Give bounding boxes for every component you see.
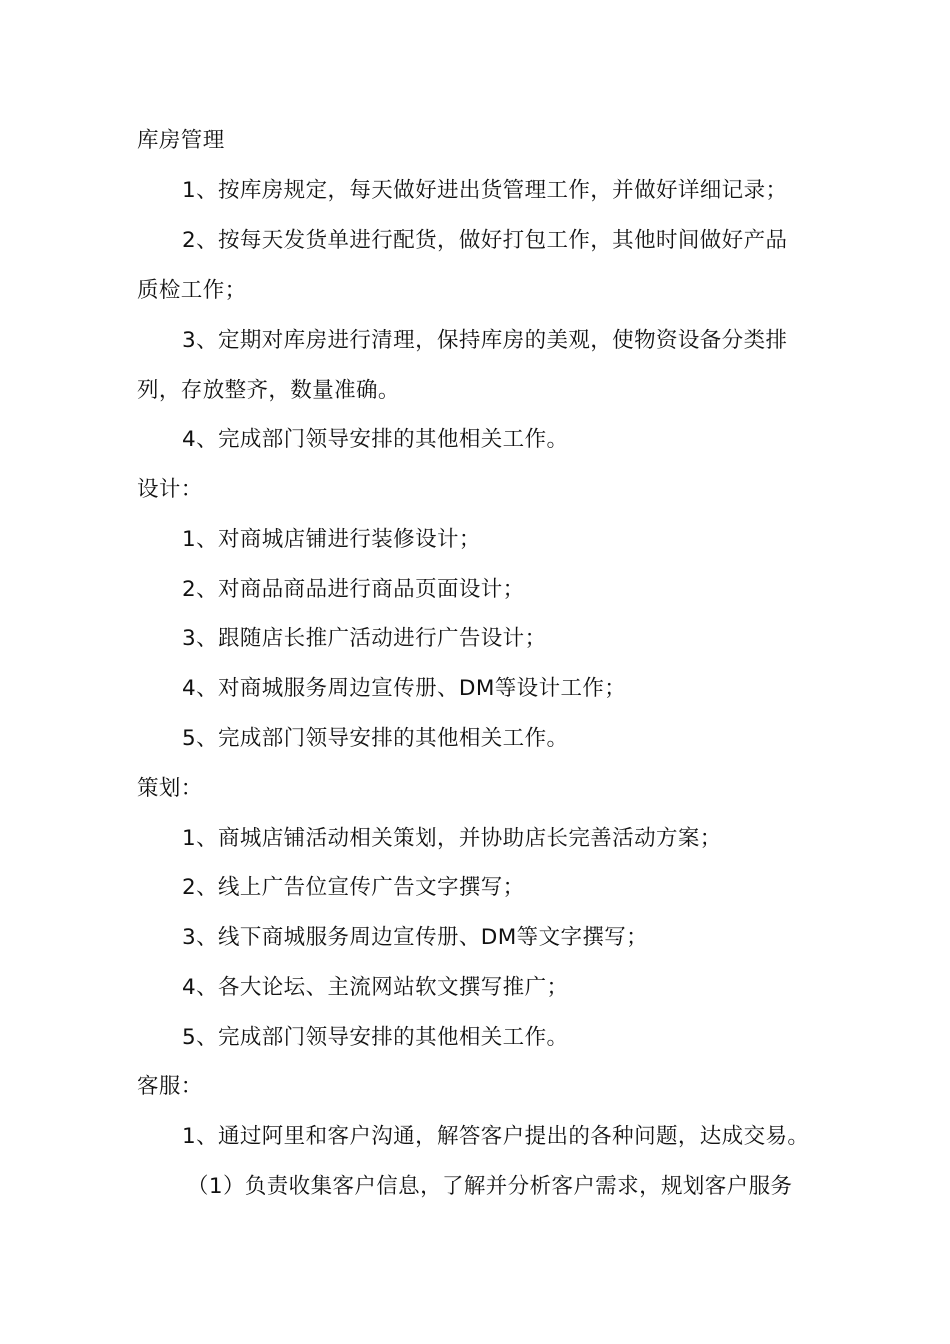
paragraph-line: 4、完成部门领导安排的其他相关工作。 — [182, 427, 569, 452]
paragraph-line: 4、各大论坛、主流网站软文撰写推广； — [182, 975, 569, 1000]
paragraph-line: 2、按每天发货单进行配货，做好打包工作，其他时间做好产品 — [182, 228, 788, 253]
paragraph-line: 1、按库房规定，每天做好进出货管理工作，并做好详细记录； — [182, 178, 788, 203]
paragraph-line: 2、线上广告位宣传广告文字撰写； — [182, 875, 525, 900]
section-heading-design: 设计： — [137, 477, 203, 502]
paragraph-line: 3、跟随店长推广活动进行广告设计； — [182, 626, 547, 651]
paragraph-line: （1）负责收集客户信息，了解并分析客户需求，规划客户服务 — [187, 1174, 793, 1199]
section-heading-warehouse: 库房管理 — [137, 128, 225, 153]
paragraph-line: 5、完成部门领导安排的其他相关工作。 — [182, 726, 569, 751]
paragraph-line: 质检工作； — [137, 278, 247, 303]
section-heading-planning: 策划： — [137, 776, 203, 801]
paragraph-line: 1、商城店铺活动相关策划，并协助店长完善活动方案； — [182, 826, 722, 851]
paragraph-line: 1、通过阿里和客户沟通，解答客户提出的各种问题，达成交易。 — [182, 1124, 810, 1149]
paragraph-line: 3、定期对库房进行清理，保持库房的美观，使物资设备分类排 — [182, 328, 788, 353]
paragraph-line: 2、对商品商品进行商品页面设计； — [182, 577, 525, 602]
paragraph-line: 列，存放整齐，数量准确。 — [137, 378, 400, 403]
section-heading-customer-service: 客服： — [137, 1074, 203, 1099]
paragraph-line: 3、线下商城服务周边宣传册、DM等文字撰写； — [182, 925, 649, 950]
paragraph-line: 1、对商城店铺进行装修设计； — [182, 527, 481, 552]
paragraph-line: 5、完成部门领导安排的其他相关工作。 — [182, 1025, 569, 1050]
paragraph-line: 4、对商城服务周边宣传册、DM等设计工作； — [182, 676, 627, 701]
